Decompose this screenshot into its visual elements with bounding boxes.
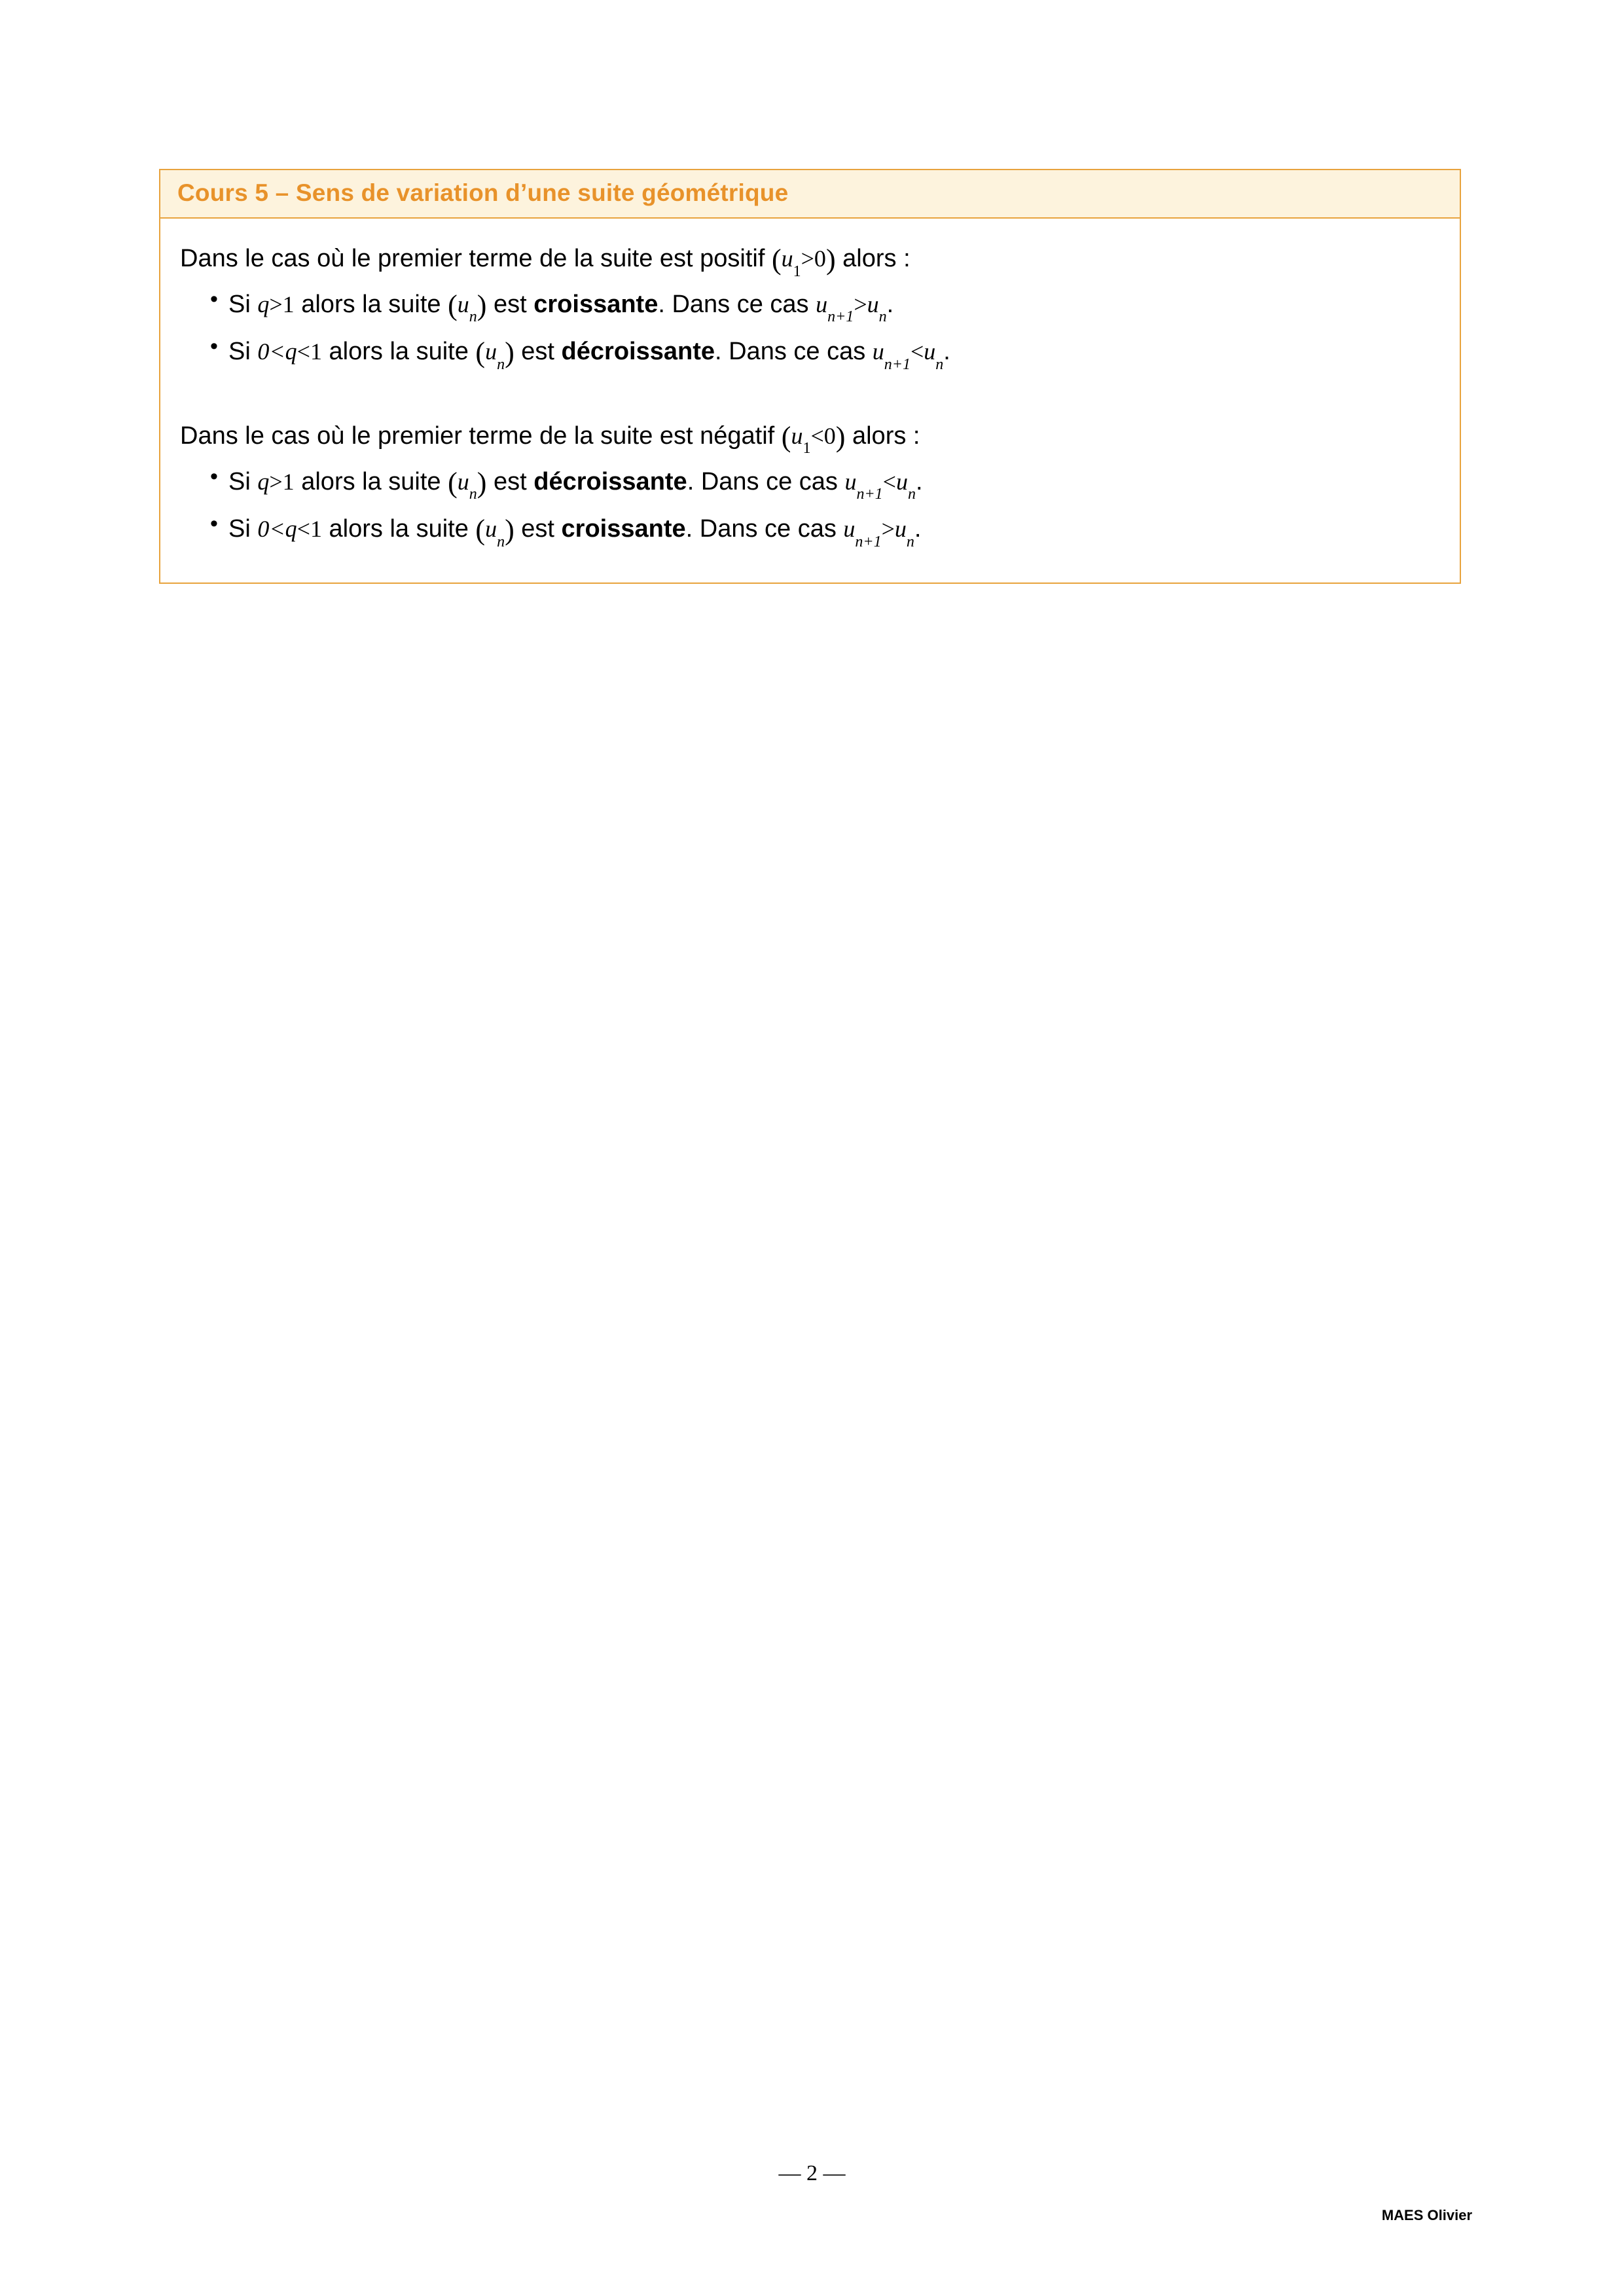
list-item: [180, 459, 1440, 503]
bullet-ineq-right-var: u: [894, 516, 907, 543]
bullet-ineq-left-var: u: [844, 468, 857, 495]
bullet-ineq-left-var: u: [843, 516, 856, 543]
bullet-si: Si: [228, 467, 258, 495]
bullet-suite-var: u: [457, 291, 469, 317]
bullet-ineq-right-sub: n: [935, 355, 944, 373]
author-footer: MAES Olivier: [1381, 2207, 1472, 2223]
intro-negative-case: [180, 414, 1440, 456]
bullet-list-positive: [180, 281, 1440, 372]
bullet-mid: alors la suite: [294, 467, 448, 495]
bullet-dot-icon: •: [210, 463, 218, 489]
bullet-est: est: [514, 338, 562, 366]
bullet-open-paren: (: [475, 514, 486, 547]
bullet-dans-ce-cas: . Dans ce cas: [658, 290, 816, 318]
list-item: [180, 329, 1440, 372]
bullet-close-paren: ): [505, 336, 514, 369]
intro-positive-close-paren: ): [825, 243, 836, 276]
intro-negative-text-after: alors :: [845, 422, 920, 450]
bullet-ineq-left-sub: n+1: [856, 486, 883, 503]
bullet-close-paren: ): [477, 466, 487, 499]
bullet-est: est: [514, 515, 562, 543]
bullet-condition-var: 0<q: [257, 516, 297, 543]
page-number: — 2 —: [778, 2161, 846, 2185]
bullet-mid: alors la suite: [321, 515, 476, 543]
bullet-dot-icon: •: [210, 286, 218, 312]
bullet-sense: croissante: [561, 515, 686, 543]
bullet-condition-rest: >1: [269, 291, 295, 317]
bullet-ineq-sign: >: [854, 291, 867, 317]
bullet-suite-sub: n: [469, 308, 477, 326]
bullet-ineq-sign: >: [881, 516, 895, 543]
bullet-condition-rest: <1: [297, 516, 322, 543]
course-body: [160, 219, 1460, 583]
bullet-mid: alors la suite: [321, 338, 476, 366]
bullet-ineq-left-sub: n+1: [884, 355, 911, 373]
bullet-open-paren: (: [448, 466, 458, 499]
bullet-dot-icon: •: [210, 511, 218, 537]
intro-negative-var: u: [791, 422, 803, 449]
bullet-ineq-left-var: u: [872, 338, 884, 365]
bullet-dans-ce-cas: . Dans ce cas: [685, 515, 844, 543]
intro-negative-text-before: Dans le cas où le premier terme de la suite est négatif: [180, 422, 782, 450]
intro-negative-var-sub: 1: [803, 440, 811, 457]
bullet-mid: alors la suite: [294, 290, 448, 318]
bullet-dans-ce-cas: . Dans ce cas: [687, 467, 845, 495]
bullet-list-negative: [180, 459, 1440, 550]
bullet-suite-var: u: [457, 468, 469, 495]
bullet-est: est: [486, 467, 534, 495]
bullet-condition-var: q: [257, 291, 270, 317]
intro-positive-var-sub: 1: [793, 262, 801, 280]
bullet-suite-sub: n: [497, 533, 505, 550]
intro-positive-text-before: Dans le cas où le premier terme de la suite est positif: [180, 245, 772, 272]
bullet-ineq-left-sub: n+1: [827, 308, 854, 326]
bullet-close-paren: ): [477, 289, 487, 321]
bullet-ineq-left-var: u: [816, 291, 828, 317]
bullet-condition-var: q: [257, 468, 270, 495]
intro-negative-open-paren: (: [781, 420, 791, 453]
bullet-ineq-left-sub: n+1: [855, 533, 882, 550]
bullet-end: .: [915, 467, 923, 495]
bullet-ineq-right-sub: n: [878, 308, 887, 326]
bullet-close-paren: ): [505, 514, 514, 547]
bullet-ineq-right-var: u: [895, 468, 908, 495]
bullet-condition-var: 0<q: [257, 338, 297, 365]
intro-negative-close-paren: ): [835, 420, 846, 453]
bullet-sense: croissante: [533, 290, 659, 318]
intro-negative-relation: <0: [810, 422, 836, 449]
intro-positive-var: u: [781, 245, 793, 272]
bullet-suite-var: u: [485, 338, 497, 365]
bullet-si: Si: [228, 515, 258, 543]
bullet-suite-var: u: [485, 516, 497, 543]
bullet-si: Si: [228, 338, 258, 366]
intro-positive-case: [180, 237, 1440, 279]
bullet-dot-icon: •: [210, 334, 218, 359]
course-title: Cours 5 – Sens de variation d’une suite géométrique: [177, 179, 789, 206]
bullet-open-paren: (: [475, 336, 486, 369]
bullet-sense: décroissante: [533, 467, 687, 495]
bullet-dans-ce-cas: . Dans ce cas: [715, 338, 873, 366]
bullet-condition-rest: >1: [269, 468, 295, 495]
bullet-ineq-sign: <: [882, 468, 896, 495]
bullet-ineq-right-var: u: [924, 338, 936, 365]
course-callout-box: [159, 169, 1461, 584]
bullet-sense: décroissante: [561, 338, 715, 366]
intro-positive-open-paren: (: [771, 243, 782, 276]
bullet-ineq-right-sub: n: [907, 486, 916, 503]
bullet-si: Si: [228, 290, 258, 318]
list-item: [180, 281, 1440, 325]
bullet-open-paren: (: [448, 289, 458, 321]
bullet-suite-sub: n: [497, 355, 505, 373]
bullet-end: .: [943, 338, 950, 366]
intro-positive-relation: >0: [801, 245, 826, 272]
bullet-ineq-right-var: u: [867, 291, 879, 317]
bullet-end: .: [914, 515, 922, 543]
bullet-condition-rest: <1: [297, 338, 322, 365]
intro-positive-text-after: alors :: [835, 245, 911, 272]
list-item: [180, 506, 1440, 550]
bullet-suite-sub: n: [469, 486, 477, 503]
bullet-end: .: [886, 290, 894, 318]
paragraph-spacer: [180, 376, 1440, 408]
course-title-bar: [160, 170, 1460, 219]
bullet-ineq-right-sub: n: [906, 533, 914, 550]
bullet-ineq-sign: <: [910, 338, 924, 365]
bullet-est: est: [486, 290, 534, 318]
